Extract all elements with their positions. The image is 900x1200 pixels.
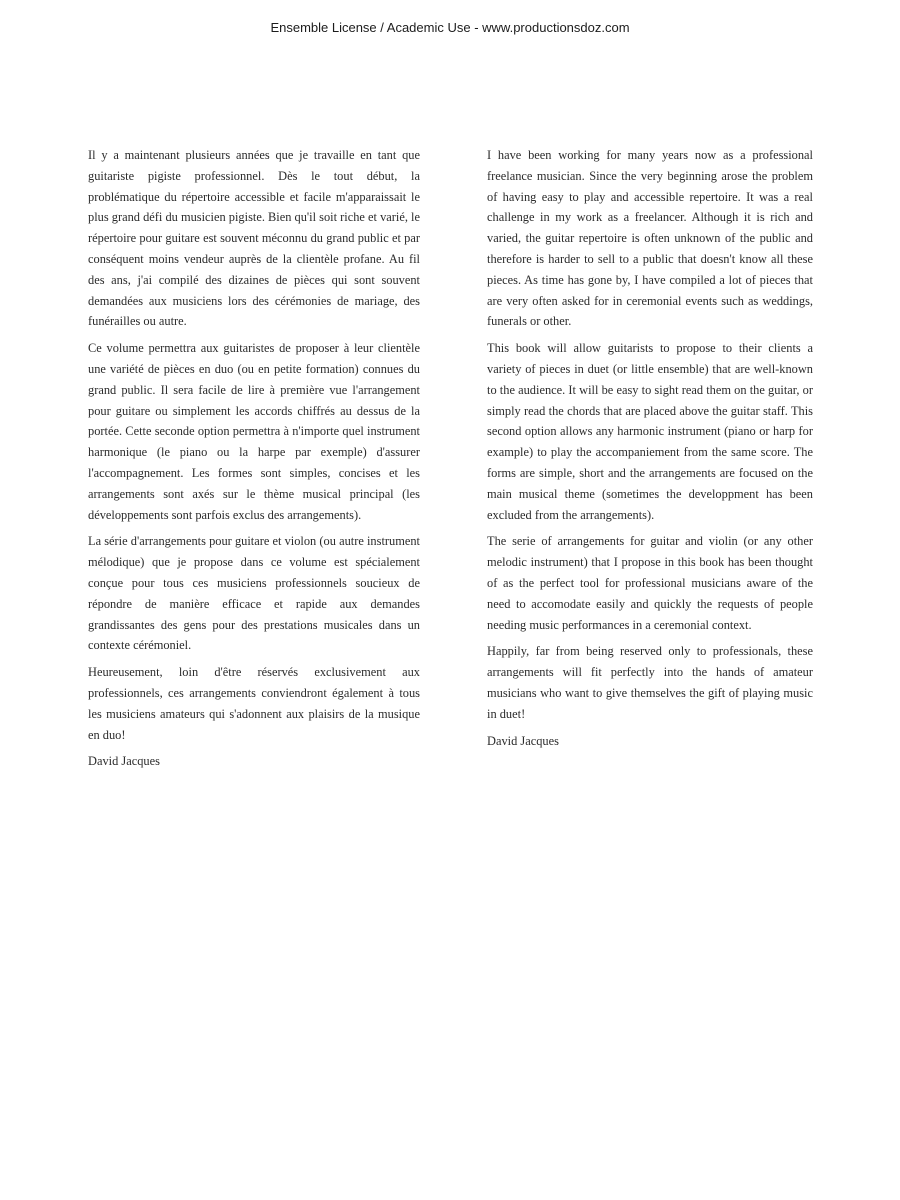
english-paragraph-3: The serie of arrangements for guitar and violin (or any other melodic instrument) that I propose in this book has been thought of as the perfect tool for professional musicians aware of the need to accomodate easily and quickly the requests of people needing music performances in a ceremonial context. — [487, 534, 813, 632]
license-header: Ensemble License / Academic Use - www.productionsdoz.com — [270, 20, 630, 35]
french-column — [88, 145, 420, 778]
french-paragraph-1: Il y a maintenant plusieurs années que je travaille en tant que guitariste pigiste professionnel. Dès le tout début, la problématique du répertoire accessible et facile m'apparaissait le plus grand défi du musicien pigiste. Bien qu'il soit riche et varié, le répertoire pour guitare est souvent méconnu du grand public et par conséquent moins vendeur auprès de la clientèle profane. Au fil des ans, j'ai compilé des dizaines de pièces qui sont souvent demandées aux musiciens lors des cérémonies de mariage, des funérailles ou autre. — [88, 148, 420, 329]
english-paragraph-4: Happily, far from being reserved only to professionals, these arrangements will fit perfectly into the hands of amateur musicians who want to give themselves the gift of playing music in duet! — [487, 644, 813, 721]
english-column — [487, 145, 813, 757]
french-paragraph-3: La série d'arrangements pour guitare et violon (ou autre instrument mélodique) que je propose dans ce volume est spécialement conçue pour tous ces musiciens professionnels soucieux de répondre de manière efficace et rapide aux demandes grandissantes des gens pour des prestations musicales dans un contexte cérémoniel. — [88, 534, 420, 653]
french-paragraph-4: Heureusement, loin d'être réservés exclusivement aux professionnels, ces arrangements conviendront également à tous les musiciens amateurs qui s'adonnent aux plaisirs de la musique en duo! — [88, 665, 420, 742]
french-paragraph-2: Ce volume permettra aux guitaristes de proposer à leur clientèle une variété de pièces en duo (ou en petite formation) connues du grand public. Il sera facile de lire à première vue l'arrangement pour guitare ou simplement les accords chiffrés au dessus de la portée. Cette seconde option permettra à n'importe quel instrument harmonique (le piano ou la harpe par exemple) d'assurer l'accompagnement. Les formes sont simples, concises et les arrangements sont axés sur le thème musical principal (les développements sont parfois exclus des arrangements). — [88, 341, 420, 522]
english-signature: David Jacques — [487, 733, 559, 748]
english-paragraph-1: I have been working for many years now as a professional freelance musician. Since the very beginning arose the problem of having easy to play and accessible repertoire. It was a real challenge in my work as a freelancer. Although it is rich and varied, the guitar repertoire is often unknown of the public and therefore is harder to sell to a public that doesn't know all these pieces. As time has gone by, I have compiled a lot of pieces that are very often asked for in ceremonial events such as weddings, funerals or other. — [487, 148, 813, 329]
english-paragraph-2: This book will allow guitarists to propose to their clients a variety of pieces in duet (or little ensemble) that are well-known to the audience. It will be easy to sight read them on the guitar, or simply read the chords that are placed above the guitar staff. This second option allows any harmonic instrument (piano or harp for example) to play the accompaniement from the same score. The forms are simple, short and the arrangements are focused on the main musical theme (sometimes the developpment has been excluded from the arrangements). — [487, 341, 813, 522]
french-signature: David Jacques — [88, 754, 160, 769]
